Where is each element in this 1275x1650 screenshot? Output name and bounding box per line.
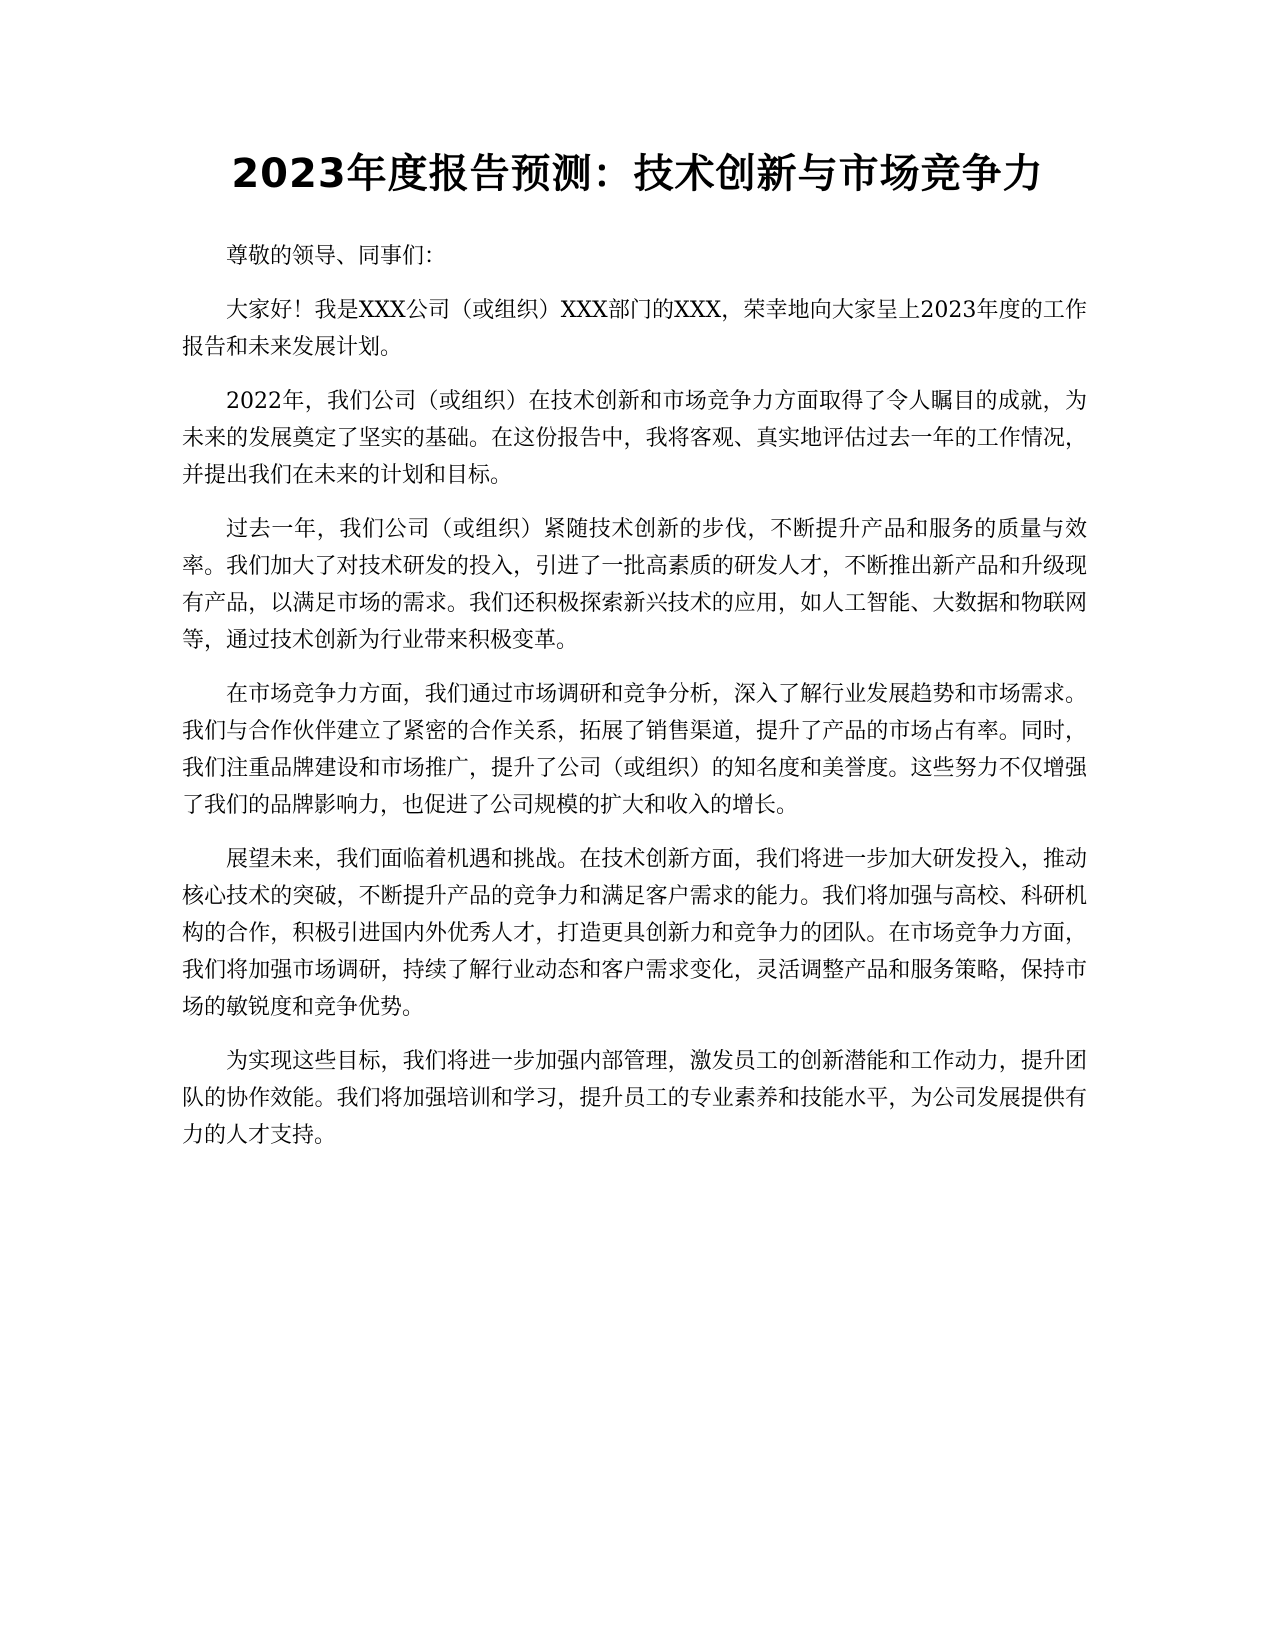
paragraph-market-review: 在市场竞争力方面，我们通过市场调研和竞争分析，深入了解行业发展趋势和市场需求。我们与合作伙伴建立了紧密的合作关系，拓展了销售渠道，提升了产品的市场占有率。同时，我们注重品牌建设和市场推广，提升了公司（或组织）的知名度和美誉度。这些努力不仅增强了我们的品牌影响力，也促进了公司规模的扩大和收入的增长。 (182, 682, 1087, 818)
document-title: 2023年度报告预测：技术创新与市场竞争力 (231, 151, 1044, 197)
paragraph-goals: 为实现这些目标，我们将进一步加强内部管理，激发员工的创新潜能和工作动力，提升团队的协作效能。我们将加强培训和学习，提升员工的专业素养和技能水平，为公司发展提供有力的人才支持。 (182, 1049, 1087, 1148)
paragraph-introduction: 大家好！我是XXX公司（或组织）XXX部门的XXX，荣幸地向大家呈上2023年度的工作报告和未来发展计划。 (182, 298, 1087, 360)
paragraph-technology-review: 过去一年，我们公司（或组织）紧随技术创新的步伐，不断提升产品和服务的质量与效率。我们加大了对技术研发的投入，引进了一批高素质的研发人才，不断推出新产品和升级现有产品，以满足市场的需求。我们还积极探索新兴技术的应用，如人工智能、大数据和物联网等，通过技术创新为行业带来积极变革。 (182, 517, 1087, 653)
paragraph-outlook: 展望未来，我们面临着机遇和挑战。在技术创新方面，我们将进一步加大研发投入，推动核心技术的突破，不断提升产品的竞争力和满足客户需求的能力。我们将加强与高校、科研机构的合作，积极引进国内外优秀人才，打造更具创新力和竞争力的团队。在市场竞争力方面，我们将加强市场调研，持续了解行业动态和客户需求变化，灵活调整产品和服务策略，保持市场的敏锐度和竞争优势。 (182, 847, 1087, 1020)
paragraph-greeting: 尊敬的领导、同事们： (226, 244, 447, 269)
document-body (182, 238, 1087, 1171)
paragraph-2022-summary: 2022年，我们公司（或组织）在技术创新和市场竞争力方面取得了令人瞩目的成就，为未来的发展奠定了坚实的基础。在这份报告中，我将客观、真实地评估过去一年的工作情况，并提出我们在未来的计划和目标。 (182, 389, 1087, 488)
